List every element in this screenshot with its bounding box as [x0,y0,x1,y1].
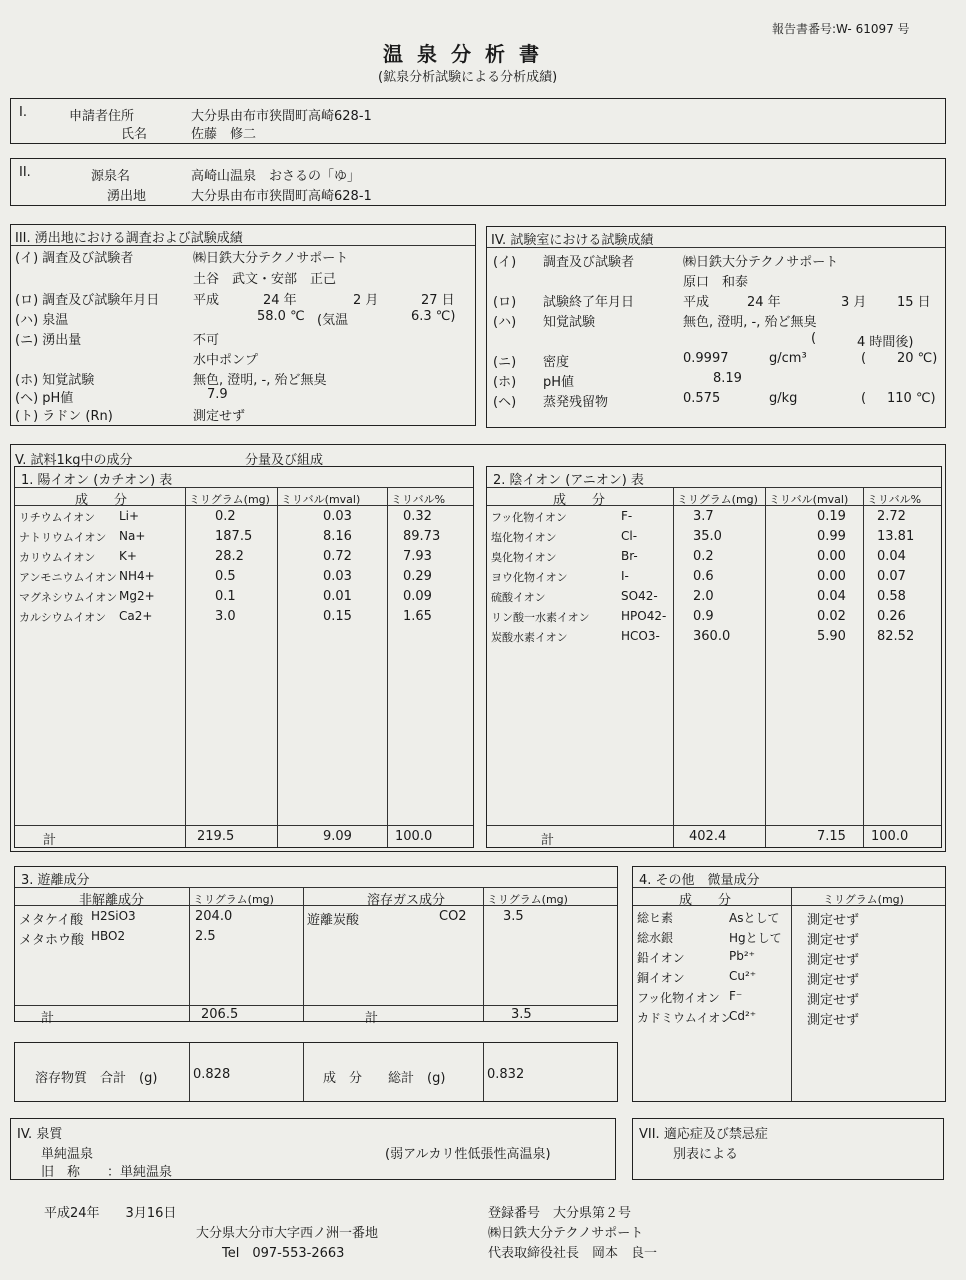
cation-symbol: Mg2+ [119,589,155,603]
row-key: (イ) [493,255,517,270]
field-tester-names: 土谷 武文・安部 正己 [193,272,337,287]
cation-pct: 0.32 [403,509,432,524]
trace-name: カドミウムイオン [637,1011,733,1025]
gas-name: 遊離炭酸 [307,913,360,928]
lab-tester-company: ㈱日鉄大分テクノサポート [683,255,839,270]
paren: ( [861,351,867,366]
lab-date-month: 3 月 [841,295,867,310]
lab-sensory-value: 無色, 澄明, -, 殆ど無臭 [683,315,817,330]
issuer-company: ㈱日鉄大分テクノサポート [488,1226,644,1241]
source-name: 高崎山温泉 おさるの「ゆ」 [191,169,361,184]
anion-mg: 2.0 [693,589,714,604]
flow-label: (ニ) 湧出量 [15,333,82,348]
col-header-mg: ミリグラム(mg) [193,893,274,906]
density-temp: 20 ℃) [897,351,938,366]
anion-mg: 0.9 [693,609,714,624]
residue-label: 蒸発残留物 [543,395,609,410]
flow-method: 水中ポンプ [193,353,259,368]
anion-mval: 0.19 [817,509,846,524]
trace-name: 銅イオン [637,971,685,985]
col-header-mg: ミリグラム(mg) [823,893,904,906]
anion-symbol: I- [621,569,629,583]
col-header-component: 成 分 [553,493,606,508]
row-key: (ホ) [493,375,517,390]
issuer-representative: 代表取締役社長 岡本 良一 [488,1246,658,1261]
anion-symbol: HCO3- [621,629,660,643]
cation-total-mg: 219.5 [197,829,235,844]
section-number: II. [19,165,31,180]
anion-mval: 0.02 [817,609,846,624]
dissolved-total-label: 溶存物質 合計 (g) [35,1071,158,1086]
old-name-label: 旧 称 [41,1165,81,1180]
col-header-mval: ミリバル(mval) [769,493,849,506]
lab-tester-name: 原口 和泰 [683,275,749,290]
nondissociated-total: 206.5 [201,1007,239,1022]
cation-pct: 1.65 [403,609,432,624]
source-location-label: 湧出地 [107,189,147,204]
col-header-mg: ミリグラム(mg) [677,493,758,506]
trace-symbol: Cu²⁺ [729,969,757,983]
anion-name: フッ化物イオン [491,511,567,524]
section-subtitle: 分量及び組成 [245,453,324,468]
anion-name: 臭化物イオン [491,551,557,564]
col-header-pct: ミリバル% [391,493,446,506]
radon-label: (ト) ラドン (Rn) [15,409,113,424]
component-total-label: 成 分 総計 (g) [323,1071,446,1086]
lab-sensory-label: 知覚試験 [543,315,596,330]
section-title: III. 湧出地における調査および試験成績 [15,231,243,246]
trace-value: 測定せず [807,913,860,928]
old-name: ：単純温泉 [107,1165,173,1180]
anion-mval: 0.00 [817,569,846,584]
cation-name: アンモニウムイオン [19,571,117,584]
applicant-section [10,98,946,144]
nondissociated-mg: 204.0 [195,909,233,924]
cation-name: リチウムイオン [19,511,96,524]
anion-pct: 0.04 [877,549,906,564]
cation-mval: 0.15 [323,609,352,624]
anion-pct: 0.58 [877,589,906,604]
anion-mval: 0.99 [817,529,846,544]
cation-symbol: Li+ [119,509,140,523]
totals-box [14,1042,618,1102]
report-number: 報告書番号:W- 61097 号 [772,22,910,36]
col-header-mg: ミリグラム(mg) [189,493,270,506]
page-subtitle: (鉱泉分析試験による分析成績) [378,70,558,85]
field-tester-label: (イ) 調査及び試験者 [15,251,134,266]
anion-total-mg: 402.4 [689,829,727,844]
total-label: 計 [365,1011,379,1026]
applicant-name-label: 氏名 [121,127,148,142]
lab-date-year: 24 年 [747,295,781,310]
cation-mval: 0.01 [323,589,352,604]
issuer-tel: Tel 097-553-2663 [222,1246,345,1261]
lab-test-section [486,226,946,428]
nondissociated-symbol: H2SiO3 [91,909,136,923]
anion-symbol: F- [621,509,633,523]
lab-date-era: 平成 [683,295,710,310]
anion-symbol: HPO42- [621,609,667,623]
anion-pct: 0.07 [877,569,906,584]
gas-total: 3.5 [511,1007,532,1022]
anion-name: 硫酸イオン [491,591,546,604]
applicant-name: 佐藤 修二 [191,127,257,142]
applicant-address-label: 申請者住所 [69,109,135,124]
trace-value: 測定せず [807,933,860,948]
trace-name: 総水銀 [637,931,674,945]
spring-quality-detail: (弱アルカリ性低張性高温泉) [385,1147,551,1162]
field-date-year: 24 年 [263,293,297,308]
trace-value: 測定せず [807,953,860,968]
sensory-test-label: (ホ) 知覚試験 [15,373,95,388]
component-total: 0.832 [487,1067,525,1082]
free-components-title: 3. 遊離成分 [21,873,90,888]
flow-value: 不可 [193,333,220,348]
col-header-component: 成 分 [75,493,128,508]
section-title: VII. 適応症及び禁忌症 [639,1127,768,1142]
air-temp-label: (気温 [317,313,349,328]
trace-name: 鉛イオン [637,951,685,965]
anion-mg: 3.7 [693,509,714,524]
col-header-mg: ミリグラム(mg) [487,893,568,906]
anion-mg: 35.0 [693,529,722,544]
anion-pct: 13.81 [877,529,915,544]
nondissociated-symbol: HBO2 [91,929,126,943]
anion-symbol: Cl- [621,529,638,543]
field-date-month: 2 月 [353,293,379,308]
cation-mg: 0.5 [215,569,236,584]
trace-symbol: Hgとして [729,931,782,945]
free-components-table [14,866,618,1026]
anion-symbol: Br- [621,549,638,563]
cation-total-mval: 9.09 [323,829,352,844]
cation-mg: 0.1 [215,589,236,604]
cation-symbol: Ca2+ [119,609,153,623]
field-date-label: (ロ) 調査及び試験年月日 [15,293,160,308]
cation-symbol: Na+ [119,529,146,543]
registration-number: 登録番号 大分県第２号 [488,1206,632,1221]
cation-name: カルシウムイオン [19,611,107,624]
sensory-test-value: 無色, 澄明, -, 殆ど無臭 [193,373,327,388]
trace-name: フッ化物イオン [637,991,720,1005]
cation-mg: 187.5 [215,529,253,544]
paren: ( [861,391,867,406]
field-date-era: 平成 [193,293,220,308]
anion-pct: 2.72 [877,509,906,524]
residue-value: 0.575 [683,391,721,406]
anion-mg: 0.6 [693,569,714,584]
gas-symbol: CO2 [439,909,467,924]
anion-table [486,466,942,848]
lab-date-label: 試験終了年月日 [543,295,635,310]
anion-name: リン酸一水素イオン [491,611,590,624]
anion-table-title: 2. 陰イオン (アニオン) 表 [493,473,644,488]
trace-name: 総ヒ素 [637,911,674,925]
col-header-nondissociated: 非解離成分 [79,893,145,908]
field-tester-company: ㈱日鉄大分テクノサポート [193,251,349,266]
cation-name: ナトリウムイオン [19,531,107,544]
density-label: 密度 [543,355,570,370]
dissolved-total: 0.828 [193,1067,231,1082]
issue-date: 平成24年 3月16日 [44,1206,177,1221]
row-key: (ニ) [493,355,517,370]
trace-components-table [632,866,946,1102]
page-title: 温泉分析書 [383,42,553,66]
residue-unit: g/kg [769,391,798,406]
trace-value: 測定せず [807,993,860,1008]
anion-mg: 0.2 [693,549,714,564]
row-key: (ロ) [493,295,517,310]
trace-components-title: 4. その他 微量成分 [639,873,760,888]
ph-label: (ヘ) pH値 [15,391,74,406]
anion-mg: 360.0 [693,629,731,644]
air-temp: 6.3 ℃) [411,309,456,324]
section-title: IV. 泉質 [17,1127,63,1142]
spring-temp-label: (ハ) 泉温 [15,313,69,328]
indications-section [632,1118,944,1180]
trace-symbol: F⁻ [729,989,743,1003]
field-survey-section [10,224,476,426]
cation-table-title: 1. 陽イオン (カチオン) 表 [21,473,173,488]
issuer-address: 大分県大分市大字西ノ洲一番地 [196,1226,379,1241]
trace-symbol: Cd²⁺ [729,1009,757,1023]
nondissociated-name: メタケイ酸 [19,913,84,928]
residue-temp: 110 ℃) [887,391,936,406]
cation-mg: 28.2 [215,549,244,564]
total-label: 計 [541,833,555,848]
cation-pct: 0.09 [403,589,432,604]
nondissociated-name: メタホウ酸 [19,933,85,948]
radon-value: 測定せず [193,409,246,424]
paren: ( [811,331,817,346]
trace-value: 測定せず [807,973,860,988]
cation-mval: 0.72 [323,549,352,564]
row-key: (ヘ) [493,395,517,410]
row-key: (ハ) [493,315,517,330]
anion-name: ヨウ化物イオン [491,571,568,584]
spring-temp: 58.0 ℃ [257,309,305,324]
col-header-pct: ミリバル% [867,493,922,506]
density-value: 0.9997 [683,351,729,366]
cation-mg: 3.0 [215,609,236,624]
section-title: IV. 試験室における試験成績 [491,233,654,248]
source-name-label: 源泉名 [91,169,131,184]
spring-quality: 単純温泉 [41,1147,94,1162]
cation-mval: 8.16 [323,529,352,544]
anion-total-pct: 100.0 [871,829,909,844]
trace-symbol: Asとして [729,911,780,925]
cation-symbol: K+ [119,549,137,563]
anion-mval: 0.04 [817,589,846,604]
anion-total-mval: 7.15 [817,829,846,844]
anion-pct: 0.26 [877,609,906,624]
source-location: 大分県由布市狭間町高崎628-1 [191,189,372,204]
lab-ph-value: 8.19 [713,371,742,386]
anion-name: 塩化物イオン [491,531,557,544]
trace-symbol: Pb²⁺ [729,949,755,963]
total-label: 計 [41,1011,55,1026]
col-header-gas: 溶存ガス成分 [367,893,446,908]
cation-total-pct: 100.0 [395,829,433,844]
section-title: V. 試料1kg中の成分 [15,453,133,468]
lab-date-day: 15 日 [897,295,931,310]
anion-mval: 5.90 [817,629,846,644]
indications-value: 別表による [673,1147,739,1162]
anion-symbol: SO42- [621,589,658,603]
nondissociated-mg: 2.5 [195,929,216,944]
field-date-day: 27 日 [421,293,455,308]
source-section [10,158,946,206]
cation-mval: 0.03 [323,569,352,584]
cation-name: マグネシウムイオン [19,591,118,604]
gas-mg: 3.5 [503,909,524,924]
cation-pct: 7.93 [403,549,432,564]
col-header-mval: ミリバル(mval) [281,493,361,506]
col-header-component: 成 分 [679,893,732,908]
trace-value: 測定せず [807,1013,860,1028]
anion-name: 炭酸水素イオン [491,631,568,644]
lab-ph-label: pH値 [543,375,575,390]
anion-pct: 82.52 [877,629,915,644]
cation-table [14,466,474,848]
total-label: 計 [43,833,57,848]
spring-quality-section [10,1118,616,1180]
cation-pct: 89.73 [403,529,441,544]
cation-symbol: NH4+ [119,569,155,583]
cation-mg: 0.2 [215,509,236,524]
section-number: I. [19,105,27,120]
applicant-address: 大分県由布市狭間町高崎628-1 [191,109,372,124]
cation-name: カリウムイオン [19,551,96,564]
cation-pct: 0.29 [403,569,432,584]
cation-mval: 0.03 [323,509,352,524]
ph-value: 7.9 [207,387,228,402]
density-unit: g/cm³ [769,351,807,366]
lab-tester-label: 調査及び試験者 [543,255,635,270]
lab-sensory-time: 4 時間後) [857,335,914,350]
anion-mval: 0.00 [817,549,846,564]
